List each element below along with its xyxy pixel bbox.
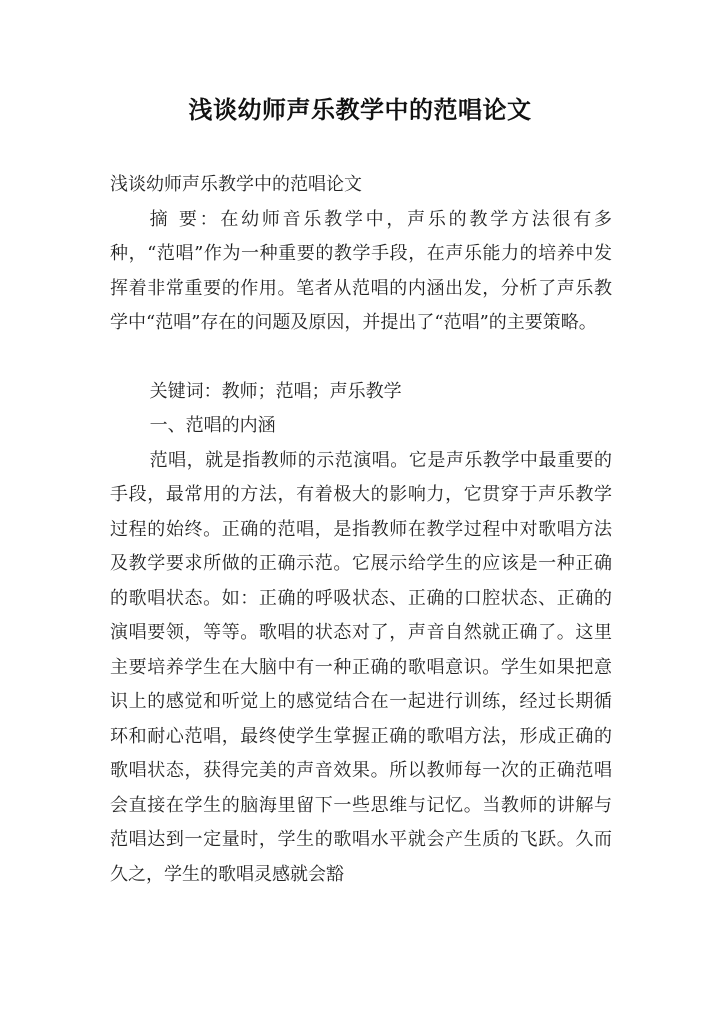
- paragraph-gap: [110, 341, 612, 375]
- abstract-paragraph: 摘 要：在幼师音乐教学中，声乐的教学方法很有多种，“范唱”作为一种重要的教学手段，在声乐能力的培养中发挥着非常重要的作用。笔者从范唱的内涵出发，分析了声乐教学中“范唱”存在的问题及原因，并提出了“范唱”的主要策略。: [110, 208, 612, 333]
- document-title: 浅谈幼师声乐教学中的范唱论文: [188, 96, 532, 124]
- section-body-paragraph: 范唱，就是指教师的示范演唱。它是声乐教学中最重要的手段，最常用的方法，有着极大的影响力，它贯穿于声乐教学过程的始终。正确的范唱，是指教师在教学过程中对歌唱方法及教学要求所做的正确示范。它展示给学生的应该是一种正确的歌唱状态。如：正确的呼吸状态、正确的口腔状态、正确的演唱要领，等等。歌唱的状态对了，声音自然就正确了。这里主要培养学生在大脑中有一种正确的歌唱意识。学生如果把意识上的感觉和听觉上的感觉结合在一起进行训练，经过长期循环和耐心范唱，最终使学生掌握正确的歌唱方法，形成正确的歌唱状态，获得完美的声音效果。所以教师每一次的正确范唱会直接在学生的脑海里留下一些思维与记忆。当教师的讲解与范唱达到一定量时，学生的歌唱水平就会产生质的飞跃。久而久之，学生的歌唱灵感就会豁: [110, 449, 612, 885]
- document-subtitle: 浅谈幼师声乐教学中的范唱论文: [110, 174, 362, 195]
- document-body: [110, 168, 612, 892]
- section-heading: 一、范唱的内涵: [149, 415, 276, 436]
- keywords-line: 关键词：教师；范唱；声乐教学: [149, 380, 402, 402]
